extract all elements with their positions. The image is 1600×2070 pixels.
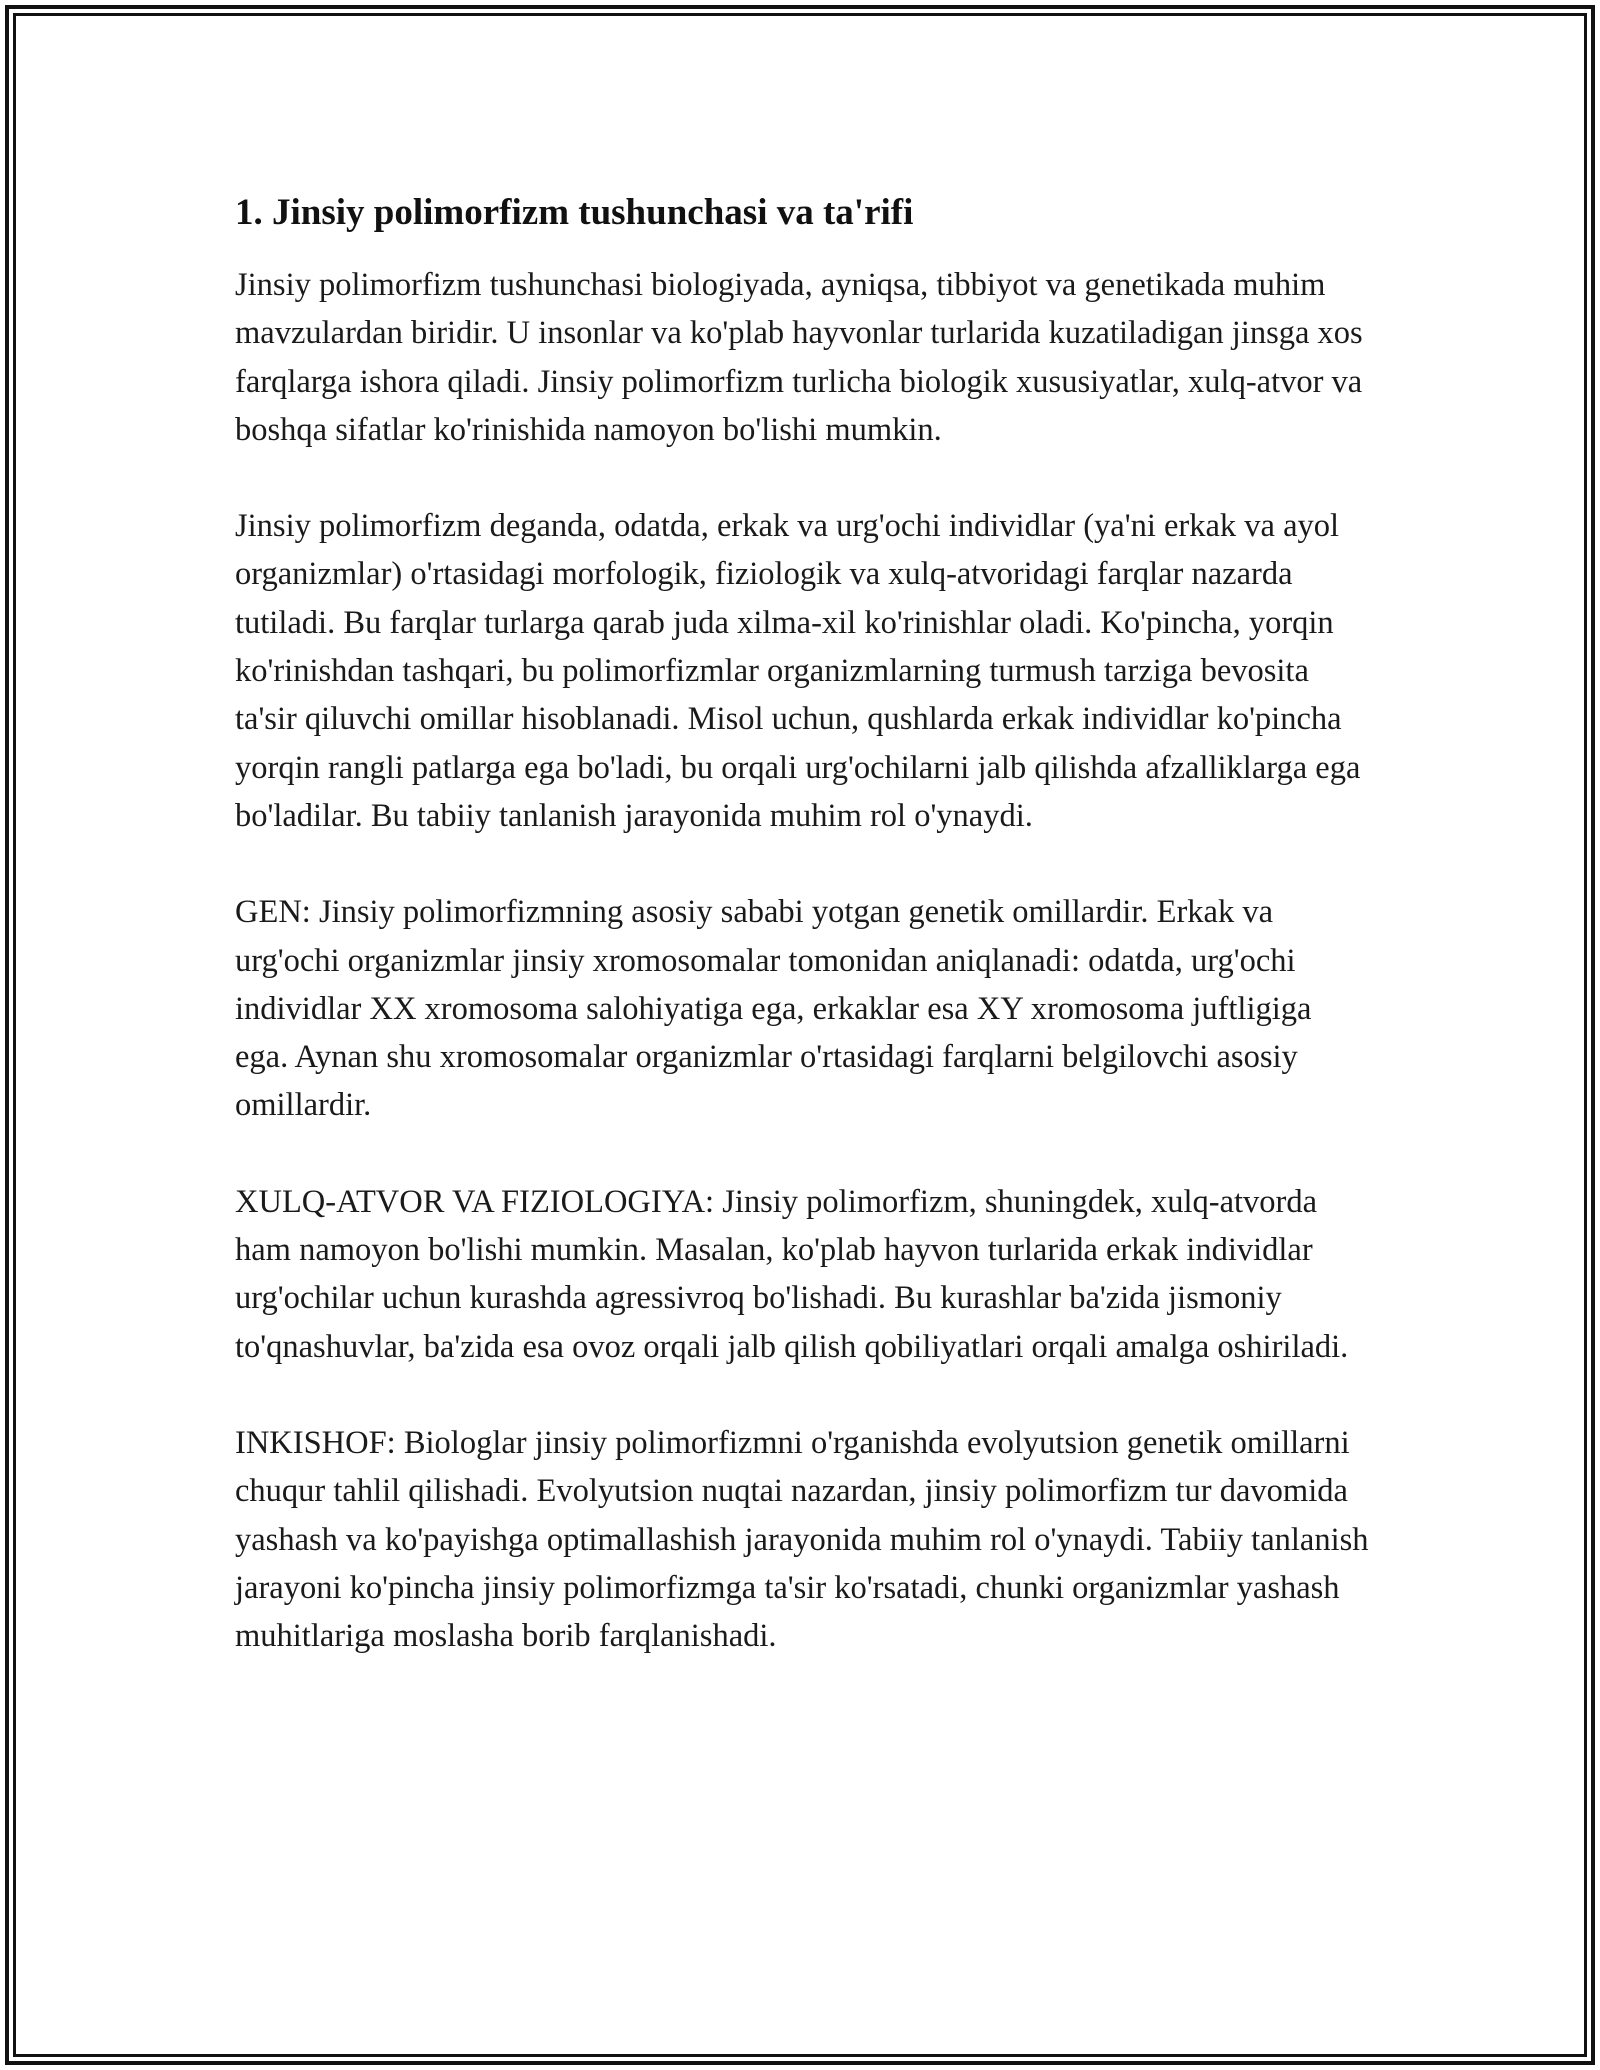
paragraph-definition: Jinsiy polimorfizm deganda, odatda, erkak va urg'ochi individlar (ya'ni erkak va ayol organizmlar) o'rtasidagi morfologik, fiziologik va xulq-atvoridagi farqlar nazarda tutiladi. Bu farqlar turlarga qarab juda xilma-xil ko'rinishlar oladi. Ko'pincha, yorqin ko'rinishdan tashqari, bu polimorfizmlar organizmlarning turmush tarziga bevosita ta'sir qiluvchi omillar hisoblanadi. Misol uchun, qushlarda erkak individlar ko'pincha yorqin rangli patlarga ega bo'ladi, bu orqali urg'ochilarni jalb qilishda afzalliklarga ega bo'ladilar. Bu tabiiy tanlanish jarayonida muhim rol o'ynaydi. — [235, 508, 1361, 834]
document-body — [235, 185, 1370, 1708]
paragraph-gen: GEN: Jinsiy polimorfizmning asosiy sababi yotgan genetik omillardir. Erkak va urg'ochi organizmlar jinsiy xromosomalar tomonidan aniqlanadi: odatda, urg'ochi individlar XX xromosoma salohiyatiga ega, erkaklar esa XY xromosoma juftligiga ega. Aynan shu xromosomalar organizmlar o'rtasidagi farqlarni belgilovchi asosiy omillardir. — [235, 894, 1312, 1124]
paragraph-inkishof: INKISHOF: Biologlar jinsiy polimorfizmni o'rganishda evolyutsion genetik omillarni chuqur tahlil qilishadi. Evolyutsion nuqtai nazardan, jinsiy polimorfizm tur davomida yashash va ko'payishga optimallashish jarayonida muhim rol o'ynaydi. Tabiiy tanlanish jarayoni ko'pincha jinsiy polimorfizmga ta'sir ko'rsatadi, chunki organizmlar yashash muhitlariga moslasha borib farqlanishadi. — [235, 1424, 1369, 1655]
paragraph-behavior-physiology: XULQ-ATVOR VA FIZIOLOGIYA: Jinsiy polimorfizm, shuningdek, xulq-atvorda ham namoyon bo'lishi mumkin. Masalan, ko'plab hayvon turlarida erkak individlar urg'ochilar uchun kurashda agressivroq bo'lishadi. Bu kurashlar ba'zida jismoniy to'qnashuvlar, ba'zida esa ovoz orqali jalb qilish qobiliyatlari orqali amalga oshiriladi. — [235, 1183, 1349, 1365]
section-heading: 1. Jinsiy polimorfizm tushunchasi va ta'rifi — [235, 192, 914, 233]
paragraph-intro: Jinsiy polimorfizm tushunchasi biologiyada, ayniqsa, tibbiyot va genetikada muhim mavzulardan biridir. U insonlar va ko'plab hayvonlar turlarida kuzatiladigan jinsga xos farqlarga ishora qiladi. Jinsiy polimorfizm turlicha biologik xususiyatlar, xulq-atvor va boshqa sifatlar ko'rinishida namoyon bo'lishi mumkin. — [235, 267, 1363, 448]
